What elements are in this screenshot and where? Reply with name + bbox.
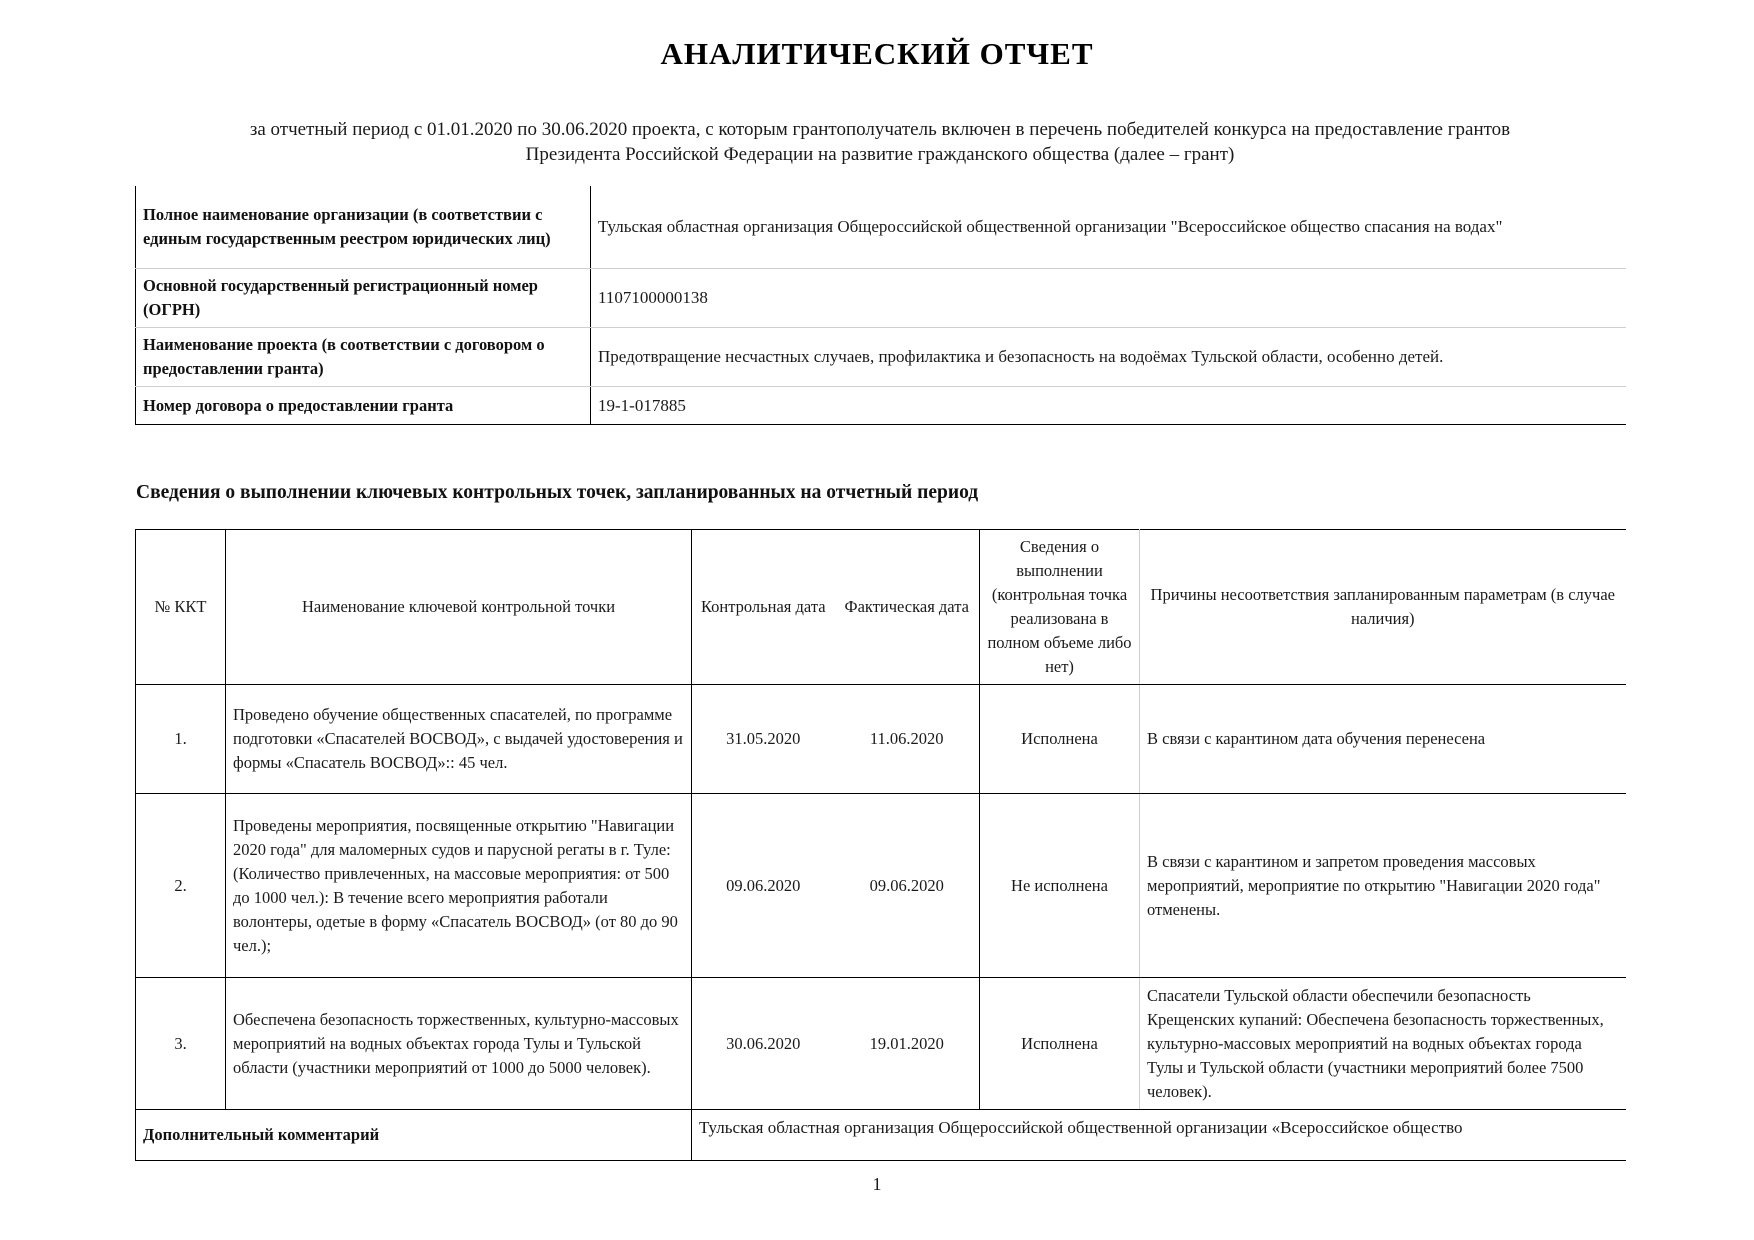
info-row-project-name — [136, 328, 1626, 387]
header-reason: Причины несоответствия запланированным параметрам (в случае наличия) — [1140, 530, 1626, 685]
row-fact-date: 11.06.2020 — [835, 685, 980, 794]
header-fact-date: Фактическая дата — [835, 530, 980, 685]
organization-info-table — [135, 186, 1626, 425]
row-status: Не исполнена — [980, 794, 1140, 978]
info-label: Номер договора о предоставлении гранта — [136, 387, 591, 425]
info-row-contract-number — [136, 387, 1626, 425]
subtitle-line-2: Президента Российской Федерации на развитие гражданского общества (далее – грант) — [525, 144, 1235, 165]
row-control-date: 09.06.2020 — [692, 794, 835, 978]
row-num: 1. — [136, 685, 226, 794]
comment-text: Тульская областная организация Общероссийской общественной организации «Всероссийское общество — [692, 1110, 1626, 1161]
report-title: АНАЛИТИЧЕСКИЙ ОТЧЕТ — [660, 36, 1094, 71]
report-subtitle — [120, 117, 1640, 167]
row-name: Проведены мероприятия, посвященные открытию "Навигации 2020 года" для маломерных судов и парусной регаты в г. Туле: (Количество привлеченных, на массовые мероприятия: от 500 до 1000 чел.): В течение всего мероприятия работали волонтеры, одетые в форму «Спасатель ВОСВОД» (от 80 до 90 чел.); — [226, 794, 692, 978]
comment-label: Дополнительный комментарий — [136, 1110, 692, 1161]
comment-row — [136, 1110, 1626, 1161]
subtitle-line-1: за отчетный период с 01.01.2020 по 30.06.2020 проекта, с которым грантополучатель включен в перечень победителей конкурса на предоставление грантов — [249, 119, 1511, 140]
table-row — [136, 794, 1626, 978]
header-control-date: Контрольная дата — [692, 530, 835, 685]
table-header-row — [136, 530, 1626, 685]
row-status: Исполнена — [980, 685, 1140, 794]
row-fact-date: 19.01.2020 — [835, 978, 980, 1110]
row-reason: В связи с карантином и запретом проведения массовых мероприятий, мероприятие по открытию "Навигации 2020 года" отменены. — [1140, 794, 1626, 978]
row-num: 2. — [136, 794, 226, 978]
table-row — [136, 685, 1626, 794]
row-num: 3. — [136, 978, 226, 1110]
row-fact-date: 09.06.2020 — [835, 794, 980, 978]
info-value: 19-1-017885 — [591, 387, 1626, 425]
section-title: Сведения о выполнении ключевых контрольных точек, запланированных на отчетный период — [136, 482, 979, 503]
info-label: Основной государственный регистрационный номер (ОГРН) — [136, 269, 591, 328]
info-value: Предотвращение несчастных случаев, профилактика и безопасность на водоёмах Тульской области, особенно детей. — [591, 328, 1626, 387]
header-status: Сведения о выполнении (контрольная точка реализована в полном объеме либо нет) — [980, 530, 1140, 685]
header-name: Наименование ключевой контрольной точки — [226, 530, 692, 685]
row-control-date: 30.06.2020 — [692, 978, 835, 1110]
info-row-ogrn — [136, 269, 1626, 328]
info-value: Тульская областная организация Общероссийской общественной организации "Всероссийское общество спасания на водах" — [591, 186, 1626, 269]
info-value: 1107100000138 — [591, 269, 1626, 328]
row-control-date: 31.05.2020 — [692, 685, 835, 794]
table-row — [136, 978, 1626, 1110]
page-number: 1 — [872, 1174, 882, 1194]
header-num: № ККТ — [136, 530, 226, 685]
row-reason: Спасатели Тульской области обеспечили безопасность Крещенских купаний: Обеспечена безопасность торжественных, культурно-массовых мероприятий на водных объектах города Тулы и Тульской области (участники мероприятий более 7500 человек). — [1140, 978, 1626, 1110]
control-points-table — [135, 529, 1626, 1161]
info-label: Наименование проекта (в соответствии с договором о предоставлении гранта) — [136, 328, 591, 387]
row-name: Обеспечена безопасность торжественных, культурно-массовых мероприятий на водных объектах города Тулы и Тульской области (участники мероприятий от 1000 до 5000 человек). — [226, 978, 692, 1110]
info-row-org-name — [136, 186, 1626, 269]
row-status: Исполнена — [980, 978, 1140, 1110]
info-label: Полное наименование организации (в соответствии с единым государственным реестром юридических лиц) — [136, 186, 591, 269]
row-name: Проведено обучение общественных спасателей, по программе подготовки «Спасателей ВОСВОД», с выдачей удостоверения и формы «Спасатель ВОСВОД»:: 45 чел. — [226, 685, 692, 794]
row-reason: В связи с карантином дата обучения перенесена — [1140, 685, 1626, 794]
